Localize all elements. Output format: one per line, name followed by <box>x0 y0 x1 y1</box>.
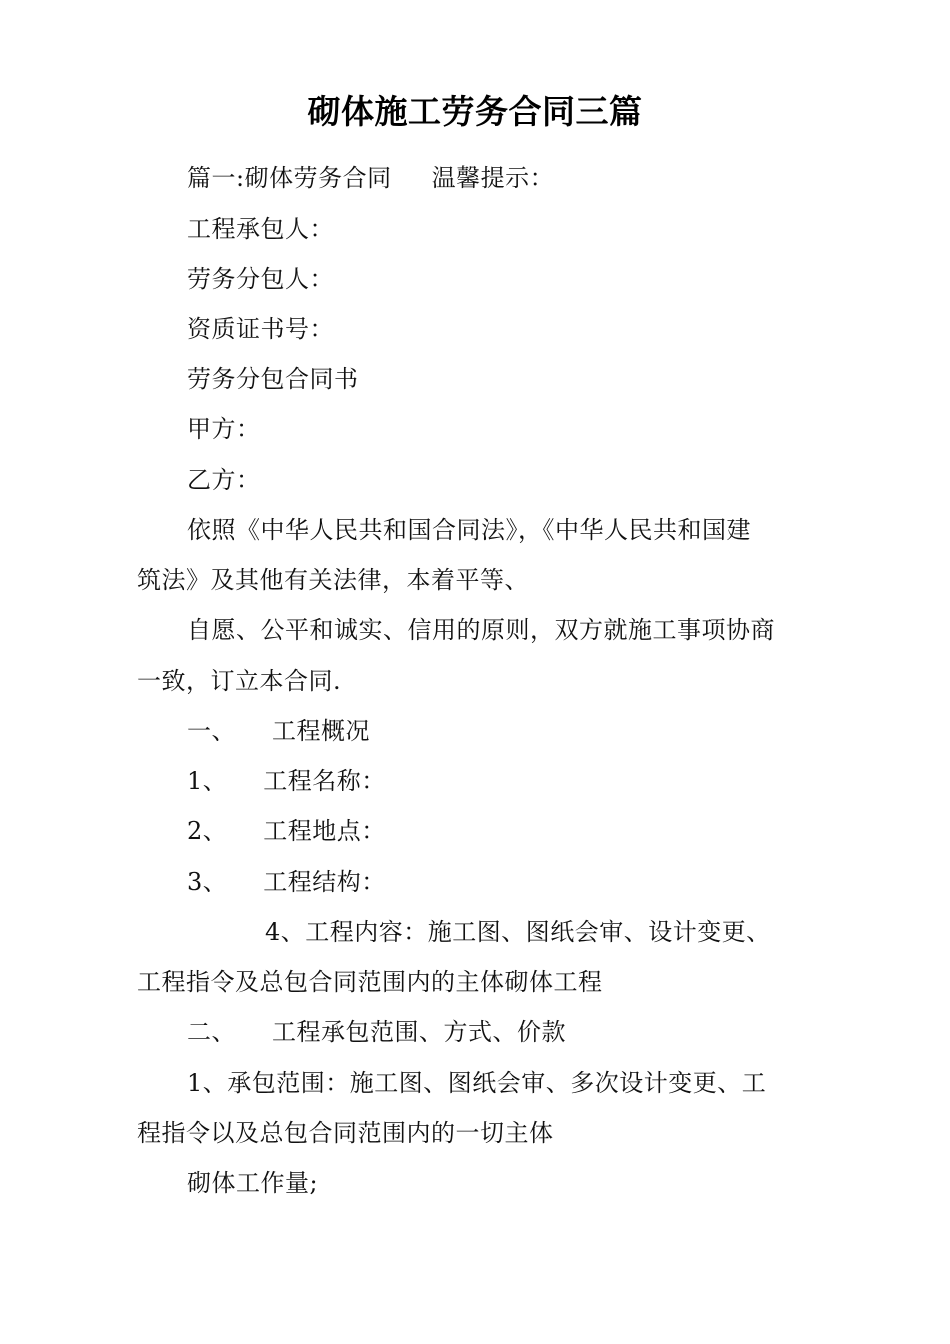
law-paragraph-line1: 依照《中华人民共和国合同法》，《中华人民共和国建 <box>187 516 751 544</box>
item-2-text: 工程地点： <box>263 817 386 845</box>
item-1-number: 1、 <box>187 767 228 795</box>
law-paragraph-line2: 筑法》及其他有关法律，本着平等、 <box>137 566 529 594</box>
item-4-line1: 4、工程内容：施工图、图纸会审、设计变更、 <box>265 918 771 946</box>
item-3-text: 工程结构： <box>263 868 386 896</box>
subcontractor-line: 劳务分包人： <box>187 265 334 293</box>
certificate-line: 资质证书号： <box>187 315 334 343</box>
section-2-title: 工程承包范围、方式、价款 <box>272 1018 566 1046</box>
section-1-heading <box>187 716 370 746</box>
principle-paragraph-line1: 自愿、公平和诚实、信用的原则，双方就施工事项协商 <box>187 616 775 644</box>
item-3-line <box>187 867 386 897</box>
item-2-number: 2、 <box>187 817 228 845</box>
party-b-line: 乙方： <box>187 466 261 494</box>
contract-name-line: 劳务分包合同书 <box>187 365 359 393</box>
section-2-number: 二、 <box>187 1018 236 1046</box>
section-header-label: 篇一:砌体劳务合同 <box>187 164 392 192</box>
scope-line1: 1、承包范围：施工图、图纸会审、多次设计变更、工 <box>187 1069 767 1097</box>
item-1-text: 工程名称： <box>263 767 386 795</box>
section-1-title: 工程概况 <box>272 717 370 745</box>
item-2-line <box>187 816 386 846</box>
section-2-heading <box>187 1017 566 1047</box>
item-3-number: 3、 <box>187 868 228 896</box>
section-1-number: 一、 <box>187 717 236 745</box>
item-1-line <box>187 766 386 796</box>
tip-label: 温馨提示： <box>431 164 555 192</box>
scope-line3: 砌体工作量; <box>187 1169 319 1197</box>
document-title: 砌体施工劳务合同三篇 <box>307 92 643 131</box>
item-4-line2: 工程指令及总包合同范围内的主体砌体工程 <box>137 968 603 996</box>
principle-paragraph-line2: 一致，订立本合同. <box>137 667 342 695</box>
party-a-line: 甲方： <box>187 415 261 443</box>
section-header-line <box>187 163 554 193</box>
contractor-line: 工程承包人： <box>187 215 334 243</box>
scope-line2: 程指令以及总包合同范围内的一切主体 <box>137 1119 554 1147</box>
